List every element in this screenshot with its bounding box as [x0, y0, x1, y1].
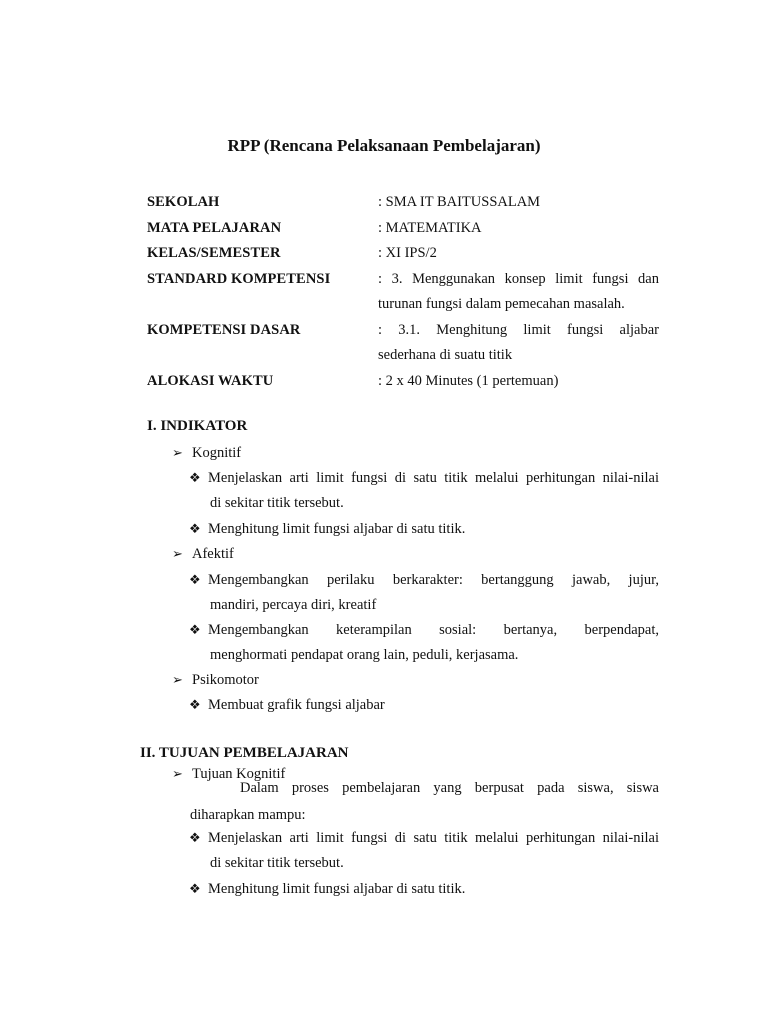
diamond-bullet-icon: ❖ — [189, 470, 201, 485]
info-row-sekolah — [147, 190, 659, 216]
paragraph-line: Dalam proses pembelajaran yang berpusat pada siswa, siswa — [240, 780, 659, 796]
list-item-text: Menjelaskan arti limit fungsi di satu titik melalui perhitungan nilai-nilai — [208, 470, 659, 486]
info-row-standard-kompetensi — [147, 267, 659, 318]
diamond-bullet-icon: ❖ — [189, 881, 201, 896]
list-item-text: Menjelaskan arti limit fungsi di satu titik melalui perhitungan nilai-nilai — [208, 830, 659, 846]
list-item — [189, 567, 659, 618]
section-heading-indikator: I. INDIKATOR — [147, 418, 248, 434]
info-row-kelas — [147, 241, 659, 267]
diamond-bullet-icon: ❖ — [189, 572, 201, 587]
info-value — [378, 267, 659, 318]
info-value: : XI IPS/2 — [378, 245, 437, 261]
page-title: RPP (Rencana Pelaksanaan Pembelajaran) — [227, 136, 541, 155]
info-label: KOMPETENSI DASAR — [147, 321, 301, 338]
info-value-line: : 3.1. Menghitung limit fungsi aljabar — [378, 321, 659, 338]
info-value-line: sederhana di suatu titik — [378, 347, 513, 363]
arrow-bullet-icon: ➢ — [172, 672, 183, 687]
info-label: SEKOLAH — [147, 194, 220, 210]
list-item-text: di sekitar titik tersebut. — [210, 855, 344, 871]
info-row-kompetensi-dasar — [147, 318, 659, 369]
info-label: ALOKASI WAKTU — [147, 372, 274, 389]
list-item-text: Mengembangkan keterampilan sosial: bertanya, berpendapat, — [208, 622, 659, 638]
info-row-alokasi-waktu — [147, 369, 659, 395]
diamond-bullet-icon: ❖ — [189, 697, 201, 712]
list-item — [189, 617, 659, 668]
diamond-bullet-icon: ❖ — [189, 521, 201, 536]
list-item — [189, 825, 659, 876]
list-item-text: Menghitung limit fungsi aljabar di satu titik. — [208, 521, 466, 537]
list-item — [189, 465, 659, 516]
category-label: Afektif — [192, 546, 234, 562]
info-value: : 2 x 40 Minutes (1 pertemuan) — [378, 372, 559, 389]
identity-table — [147, 190, 659, 394]
info-label: STANDARD KOMPETENSI — [147, 270, 331, 287]
info-value-line: : 3. Menggunakan konsep limit fungsi dan — [378, 270, 659, 287]
list-item-text: Menghitung limit fungsi aljabar di satu titik. — [208, 881, 466, 897]
list-item — [189, 516, 659, 542]
diamond-bullet-icon: ❖ — [189, 622, 201, 637]
info-value: : MATEMATIKA — [378, 219, 482, 236]
list-item-kognitif — [172, 440, 241, 466]
category-label: Kognitif — [192, 445, 242, 461]
arrow-bullet-icon: ➢ — [172, 546, 183, 561]
list-item-text: di sekitar titik tersebut. — [210, 495, 344, 511]
diamond-bullet-icon: ❖ — [189, 830, 201, 845]
info-label: KELAS/SEMESTER — [147, 245, 281, 261]
category-label: Psikomotor — [192, 672, 259, 688]
arrow-bullet-icon: ➢ — [172, 766, 183, 781]
info-row-mata-pelajaran — [147, 216, 659, 242]
list-item-text: menghormati pendapat orang lain, peduli, kerjasama. — [210, 647, 519, 663]
list-item — [189, 876, 659, 902]
info-label: MATA PELAJARAN — [147, 219, 282, 236]
list-item-psikomotor — [172, 667, 259, 693]
info-value-line: turunan fungsi dalam pemecahan masalah. — [378, 296, 625, 312]
list-item — [189, 692, 659, 718]
category-label: Tujuan Kognitif — [192, 766, 286, 782]
list-item-text: mandiri, percaya diri, kreatif — [210, 597, 377, 613]
info-value — [378, 318, 659, 369]
list-item-text: Mengembangkan perilaku berkarakter: bertanggung jawab, jujur, — [208, 572, 659, 588]
intro-paragraph — [190, 776, 659, 828]
section-heading-tujuan: II. TUJUAN PEMBELAJARAN — [140, 745, 349, 761]
list-item-afektif — [172, 541, 234, 567]
paragraph-line: diharapkan mampu: — [190, 807, 306, 823]
arrow-bullet-icon: ➢ — [172, 445, 183, 460]
list-item-text: Membuat grafik fungsi aljabar — [208, 697, 385, 713]
info-value: : SMA IT BAITUSSALAM — [378, 194, 541, 210]
